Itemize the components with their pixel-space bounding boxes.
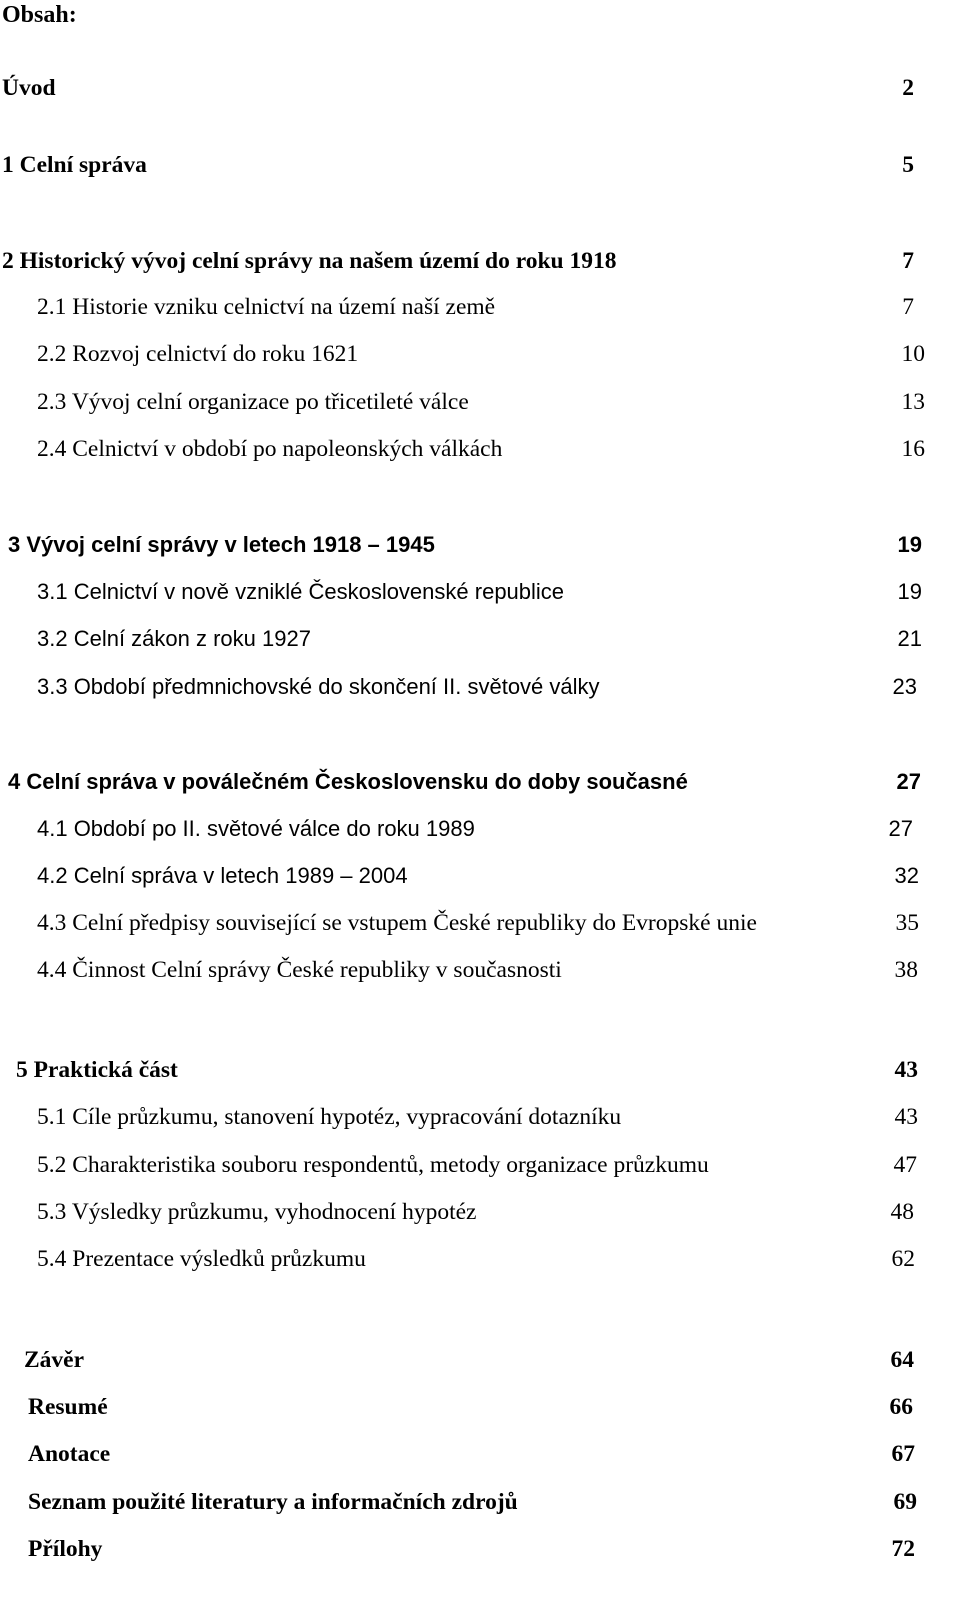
toc-entry-literatura[interactable] <box>28 1486 917 1518</box>
toc-entry-4-3[interactable] <box>37 907 919 939</box>
toc-entry-title: 4.3 Celní předpisy související se vstupem České republiky do Evropské unie <box>37 910 757 936</box>
toc-entry-2-2[interactable] <box>37 338 925 370</box>
toc-entry-4-4[interactable] <box>37 954 918 986</box>
toc-entry-page: 66 <box>889 1394 913 1420</box>
toc-entry-title: 4.1 Období po II. světové válce do roku 1989 <box>37 816 475 841</box>
toc-entry-page: 13 <box>901 389 925 415</box>
toc-entry-chapter-4[interactable] <box>8 766 921 798</box>
toc-entry-page: 2 <box>902 75 914 101</box>
toc-heading: Obsah: <box>2 2 77 28</box>
toc-entry-page: 72 <box>891 1536 915 1562</box>
toc-entry-title: 4.4 Činnost Celní správy České republiky v současnosti <box>37 957 562 983</box>
toc-entry-page: 5 <box>902 152 914 178</box>
toc-entry-page: 48 <box>890 1199 914 1225</box>
toc-entry-3-3[interactable] <box>37 671 917 703</box>
toc-entry-2-1[interactable] <box>37 291 914 323</box>
toc-entry-2-3[interactable] <box>37 386 925 418</box>
toc-entry-title: Anotace <box>28 1441 111 1467</box>
toc-entry-3-1[interactable] <box>37 576 922 608</box>
toc-entry-page: 23 <box>892 674 917 699</box>
toc-entry-2-4[interactable] <box>37 433 925 465</box>
toc-entry-5-2[interactable] <box>37 1149 917 1181</box>
toc-entry-title: 2.2 Rozvoj celnictví do roku 1621 <box>37 341 359 367</box>
toc-entry-page: 16 <box>901 436 925 462</box>
toc-entry-chapter-2[interactable] <box>2 245 914 277</box>
toc-entry-page: 27 <box>888 816 913 841</box>
toc-entry-title: 2.3 Vývoj celní organizace po třicetileté válce <box>37 389 469 415</box>
toc-entry-page: 67 <box>891 1441 915 1467</box>
toc-entry-page: 7 <box>902 248 914 274</box>
toc-entry-zaver[interactable] <box>24 1344 914 1376</box>
toc-entry-title: 3 Vývoj celní správy v letech 1918 – 1945 <box>8 532 435 557</box>
toc-entry-title: 4.2 Celní správa v letech 1989 – 2004 <box>37 863 408 888</box>
toc-entry-uvod[interactable] <box>2 72 914 104</box>
toc-entry-prilohy[interactable] <box>28 1533 915 1565</box>
toc-entry-title: Seznam použité literatury a informačních zdrojů <box>28 1489 518 1515</box>
toc-entry-title: 5 Praktická část <box>16 1057 178 1083</box>
toc-entry-title: 3.2 Celní zákon z roku 1927 <box>37 626 311 651</box>
toc-entry-title: Úvod <box>2 75 56 101</box>
toc-entry-resume[interactable] <box>28 1391 913 1423</box>
toc-entry-title: Resumé <box>28 1394 108 1420</box>
toc-entry-anotace[interactable] <box>28 1438 915 1470</box>
toc-entry-page: 62 <box>891 1246 915 1272</box>
toc-entry-page: 21 <box>897 626 922 651</box>
toc-entry-title: Závěr <box>24 1347 85 1373</box>
toc-entry-title: 1 Celní správa <box>2 152 147 178</box>
toc-entry-page: 47 <box>893 1152 917 1178</box>
toc-entry-page: 10 <box>901 341 925 367</box>
toc-entry-4-2[interactable] <box>37 860 919 892</box>
toc-entry-chapter-5[interactable] <box>16 1054 918 1086</box>
toc-entry-page: 43 <box>894 1057 918 1083</box>
toc-entry-title: 2.1 Historie vzniku celnictví na území naší země <box>37 294 496 320</box>
toc-entry-page: 69 <box>893 1489 917 1515</box>
toc-entry-title: 5.4 Prezentace výsledků průzkumu <box>37 1246 366 1272</box>
toc-entry-page: 64 <box>890 1347 914 1373</box>
toc-entry-page: 38 <box>894 957 918 983</box>
toc-entry-title: 3.1 Celnictví v nově vzniklé Československé republice <box>37 579 565 604</box>
toc-entry-title: 5.2 Charakteristika souboru respondentů, metody organizace průzkumu <box>37 1152 709 1178</box>
toc-entry-chapter-3[interactable] <box>8 529 922 561</box>
toc-entry-page: 32 <box>894 863 919 888</box>
toc-entry-5-4[interactable] <box>37 1243 915 1275</box>
toc-entry-5-1[interactable] <box>37 1101 918 1133</box>
toc-entry-4-1[interactable] <box>37 813 913 845</box>
toc-entry-title: 5.3 Výsledky průzkumu, vyhodnocení hypotéz <box>37 1199 477 1225</box>
toc-entry-5-3[interactable] <box>37 1196 914 1228</box>
toc-entry-title: 3.3 Období předmnichovské do skončení II. světové války <box>37 674 600 699</box>
toc-entry-page: 35 <box>895 910 919 936</box>
toc-entry-page: 27 <box>896 769 921 794</box>
toc-entry-page: 43 <box>894 1104 918 1130</box>
toc-entry-page: 19 <box>897 532 922 557</box>
toc-entry-3-2[interactable] <box>37 623 922 655</box>
toc-entry-title: 5.1 Cíle průzkumu, stanovení hypotéz, vypracování dotazníku <box>37 1104 622 1130</box>
toc-entry-title: 4 Celní správa v poválečném Československu do doby současné <box>8 769 688 794</box>
toc-entry-title: 2 Historický vývoj celní správy na našem území do roku 1918 <box>2 248 617 274</box>
toc-entry-page: 19 <box>897 579 922 604</box>
toc-entry-chapter-1[interactable] <box>2 149 914 181</box>
toc-entry-page: 7 <box>902 294 914 320</box>
toc-entry-title: Přílohy <box>28 1536 103 1562</box>
toc-entry-title: 2.4 Celnictví v období po napoleonských válkách <box>37 436 503 462</box>
